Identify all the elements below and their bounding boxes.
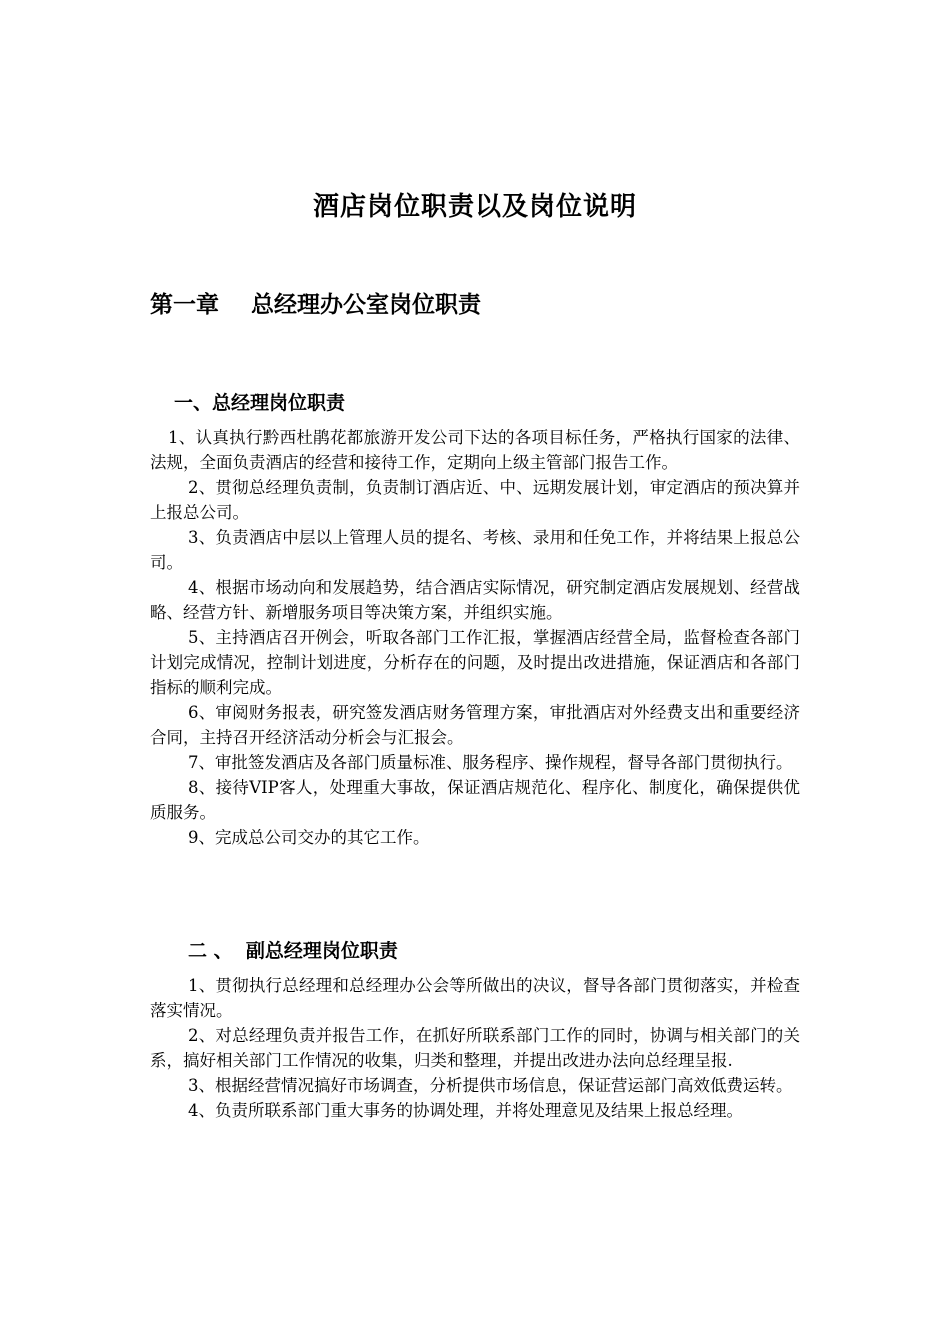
chapter-title: 第一章 总经理办公室岗位职责 <box>150 291 482 318</box>
section-heading: 一、总经理岗位职责 <box>174 392 346 414</box>
duty-list <box>150 425 800 850</box>
section-deputy-general-manager <box>150 936 800 1123</box>
duty-item: 9、完成总公司交办的其它工作。 <box>188 828 430 847</box>
duty-item: 6、审阅财务报表，研究签发酒店财务管理方案，审批酒店对外经费支出和重要经济合同，主持召开经济活动分析会与汇报会。 <box>150 703 800 747</box>
duty-item: 8、接待VIP客人，处理重大事故，保证酒店规范化、程序化、制度化，确保提供优质服务。 <box>150 778 800 822</box>
duty-item: 3、负责酒店中层以上管理人员的提名、考核、录用和任免工作，并将结果上报总公司。 <box>150 528 800 572</box>
duty-item: 2、对总经理负责并报告工作，在抓好所联系部门工作的同时，协调与相关部门的关系，搞好相关部门工作情况的收集，归类和整理，并提出改进办法向总经理呈报. <box>150 1026 800 1070</box>
duty-item: 3、根据经营情况搞好市场调查，分析提供市场信息，保证营运部门高效低费运转。 <box>188 1076 793 1095</box>
document-title: 酒店岗位职责以及岗位说明 <box>312 192 637 222</box>
duty-item: 4、负责所联系部门重大事务的协调处理，并将处理意见及结果上报总经理。 <box>188 1101 743 1120</box>
duty-item: 2、贯彻总经理负责制，负责制订酒店近、中、远期发展计划，审定酒店的预决算并上报总公司。 <box>150 478 800 522</box>
section-heading: 二 、 副总经理岗位职责 <box>188 940 398 962</box>
duty-list <box>150 973 800 1123</box>
duty-item: 4、根据市场动向和发展趋势，结合酒店实际情况，研究制定酒店发展规划、经营战略、经营方针、新增服务项目等决策方案，并组织实施。 <box>150 578 800 622</box>
duty-item: 1、认真执行黔西杜鹃花都旅游开发公司下达的各项目标任务，严格执行国家的法律、法规，全面负责酒店的经营和接待工作，定期向上级主管部门报告工作。 <box>150 428 800 472</box>
section-general-manager <box>150 388 800 850</box>
duty-item: 7、审批签发酒店及各部门质量标准、服务程序、操作规程，督导各部门贯彻执行。 <box>188 753 793 772</box>
duty-item: 5、主持酒店召开例会，听取各部门工作汇报，掌握酒店经营全局，监督检查各部门计划完成情况，控制计划进度，分析存在的问题，及时提出改进措施，保证酒店和各部门指标的顺利完成。 <box>150 628 800 697</box>
duty-item: 1、贯彻执行总经理和总经理办公会等所做出的决议，督导各部门贯彻落实，并检查落实情况。 <box>150 976 800 1020</box>
